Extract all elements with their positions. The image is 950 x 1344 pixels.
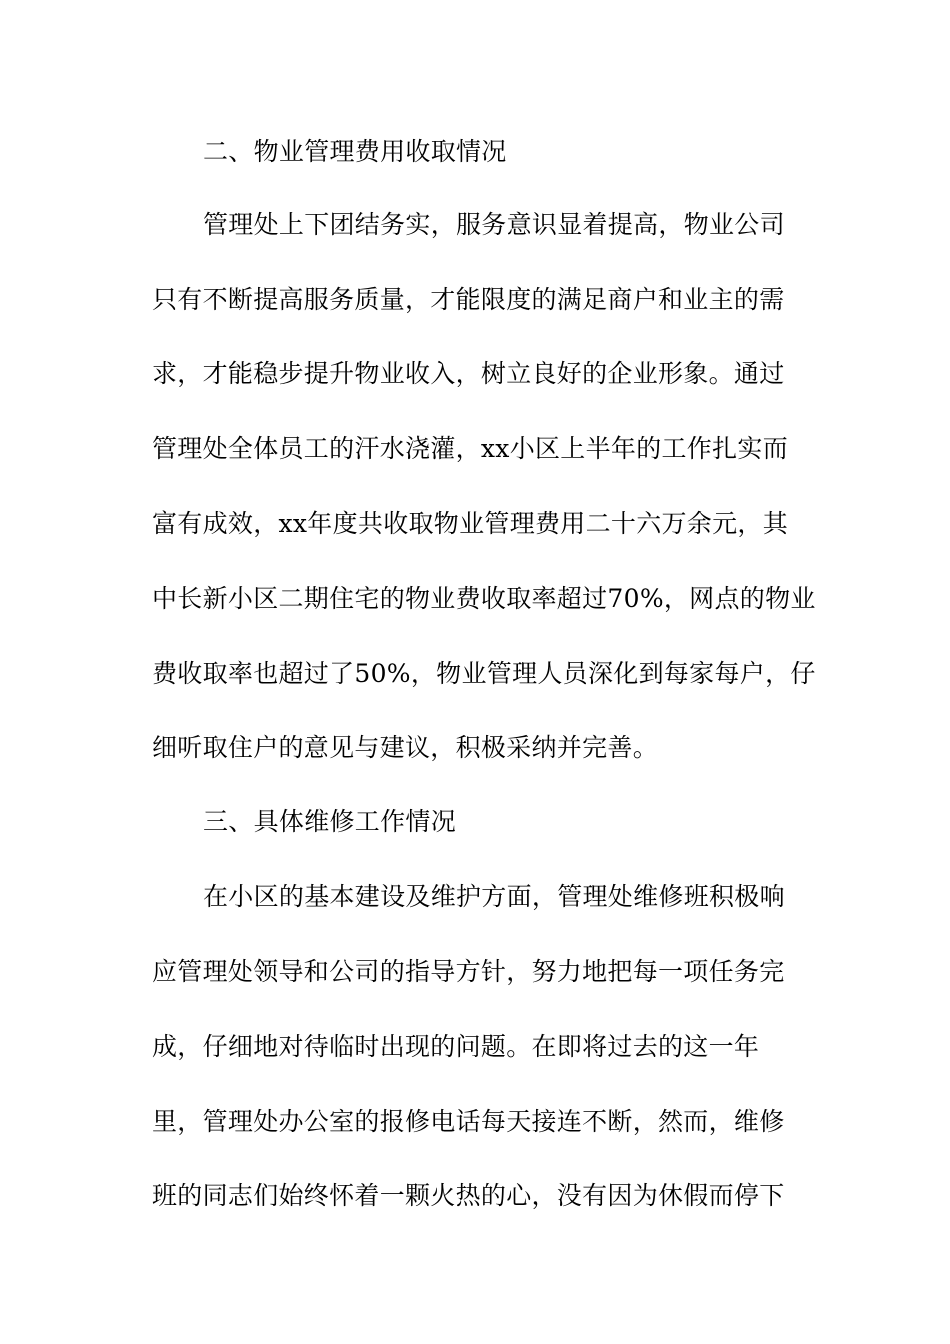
paragraph-line: 里，管理处办公室的报修电话每天接连不断，然而，维修 (152, 1107, 785, 1136)
paragraph-line: 富有成效，xx年度共收取物业管理费用二十六万余元，其 (152, 509, 789, 538)
paragraph-line: 应管理处领导和公司的指导方针，努力地把每一项任务完 (152, 957, 785, 986)
paragraph-line: 班的同志们始终怀着一颗火热的心，没有因为休假而停下 (152, 1181, 785, 1210)
paragraph-line: 在小区的基本建设及维护方面，管理处维修班积极响 (203, 882, 785, 911)
section-heading-2: 二、物业管理费用收取情况 (203, 137, 507, 166)
paragraph-line: 只有不断提高服务质量，才能限度的满足商户和业主的需 (152, 285, 785, 314)
paragraph-line: 成，仔细地对待临时出现的问题。在即将过去的这一年 (152, 1032, 760, 1061)
paragraph-line: 费收取率也超过了50%，物业管理人员深化到每家每户，仔 (152, 659, 816, 688)
paragraph-line: 管理处全体员工的汗水浇灌，xx小区上半年的工作扎实而 (152, 434, 789, 463)
paragraph-line: 管理处上下团结务实，服务意识显着提高，物业公司 (203, 210, 785, 239)
section-heading-3: 三、具体维修工作情况 (203, 807, 457, 836)
paragraph-line: 细听取住户的意见与建议，积极采纳并完善。 (152, 733, 659, 762)
paragraph-line: 中长新小区二期住宅的物业费收取率超过70%，网点的物业 (152, 584, 816, 613)
paragraph-line: 求，才能稳步提升物业收入，树立良好的企业形象。通过 (152, 359, 785, 388)
